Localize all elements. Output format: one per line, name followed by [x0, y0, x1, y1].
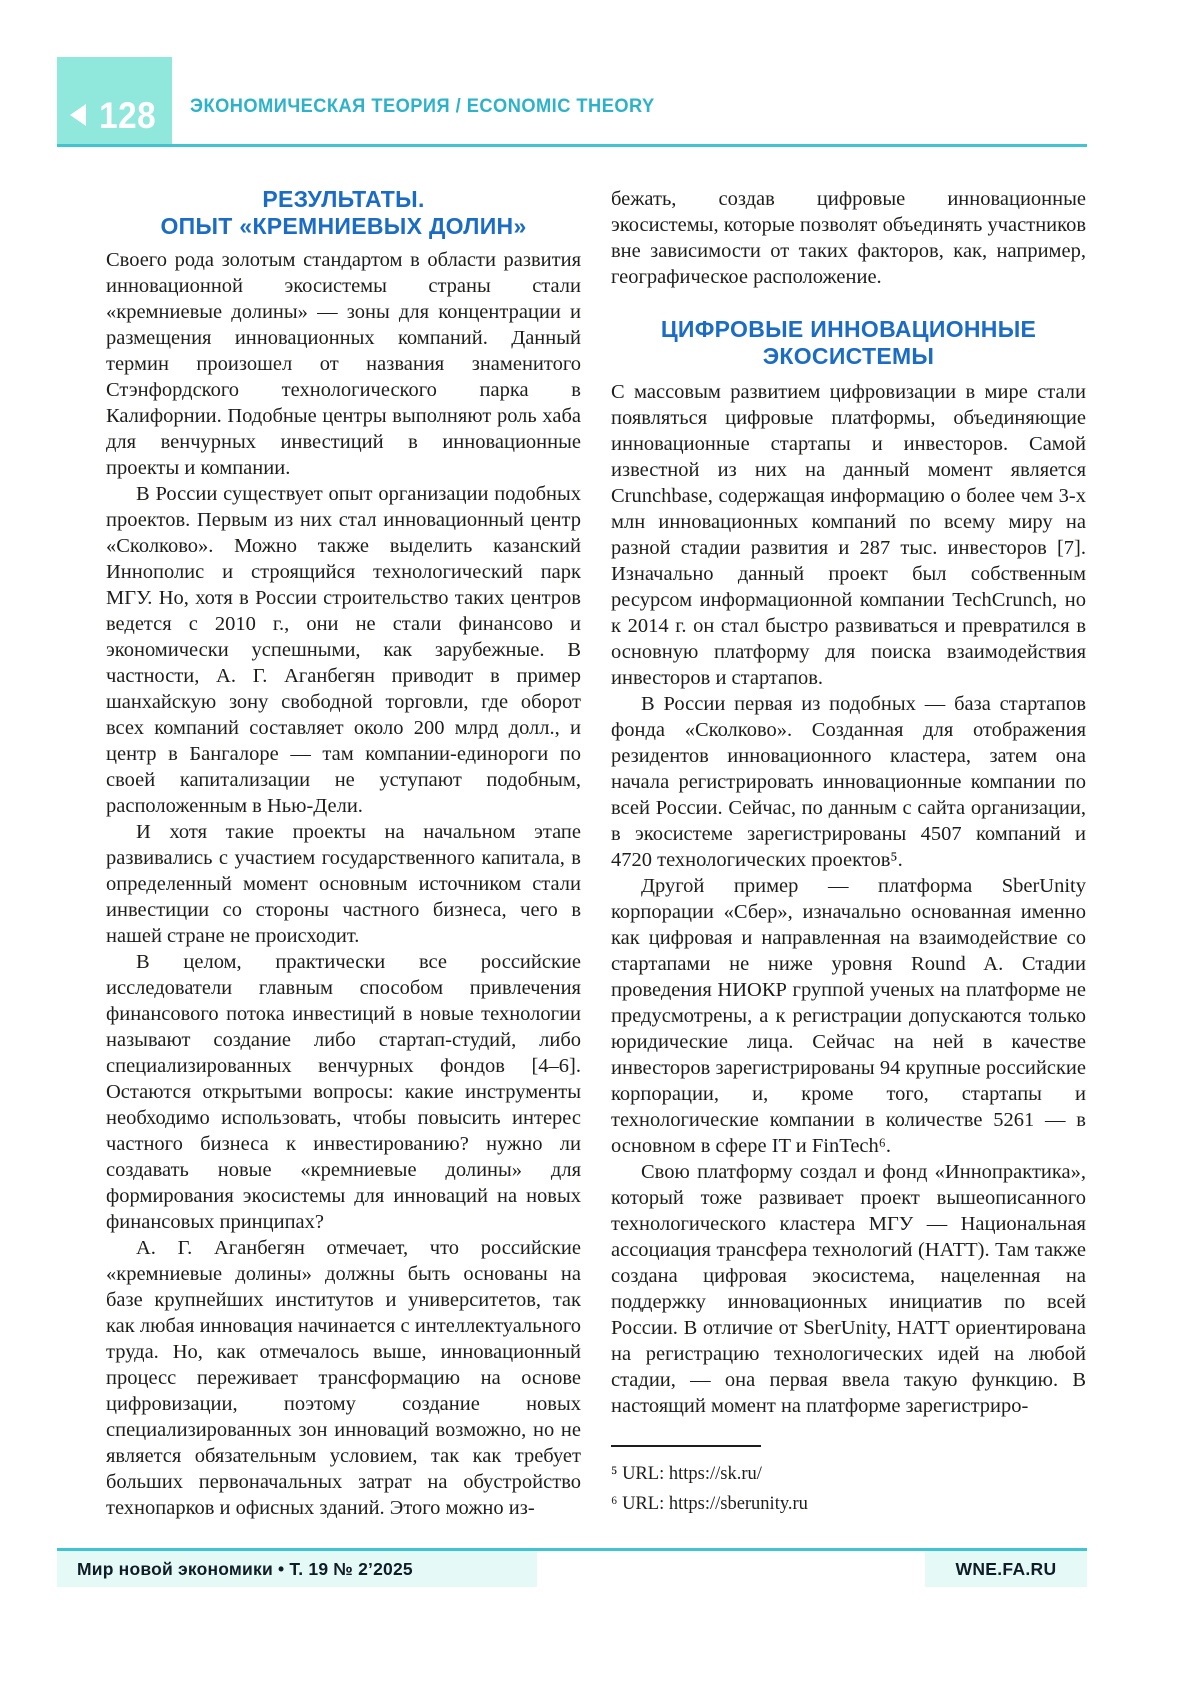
body-paragraph: Свою платформу создал и фонд «Иннопрактика», который тоже развивает проект вышеописанного технологического кластера МГУ — Национальная ассоциация трансфера технологий (НАТТ). Там также создана цифровая экосистема, нацеленная на поддержку инновационных инициатив по всей России. В отличие от SberUnity, НАТТ ориентирована на регистрацию технологических идей на любой стадии, — она первая ввела такую функцию. В настоящий момент на платформе зарегистриро- [611, 1161, 1086, 1417]
page-number: 128 [99, 94, 156, 136]
page-number-tab [57, 57, 172, 147]
left-column [106, 186, 581, 1521]
footer-website: WNE.FA.RU [925, 1551, 1087, 1587]
header-rule [57, 144, 1087, 147]
footnote-divider [611, 1445, 761, 1447]
heading-digital-ecosystems: ЦИФРОВЫЕ ИННОВАЦИОННЫЕ ЭКОСИСТЕМЫ [660, 316, 1037, 369]
heading-results: РЕЗУЛЬТАТЫ. ОПЫТ «КРЕМНИЕВЫХ ДОЛИН» [160, 186, 527, 239]
body-paragraph: В России существует опыт организации подобных проектов. Первым из них стал инновационный центр «Сколково». Можно также выделить казанский Иннополис и строящийся технологический парк МГУ. Но, хотя в России строительство таких центров ведется с 2010 г., они не стали финансово и экономически успешными, как зарубежные. В частности, А. Г. Аганбегян приводит в пример шанхайскую зону свободной торговли, где оборот всех компаний составляет около 200 млрд долл., и центр в Бангалоре — там компании-единороги по своей капитализации не уступают подобным, расположенным в Нью-Дели. [106, 483, 581, 817]
right-column-body [611, 186, 1086, 1419]
body-paragraph: В России первая из подобных — база стартапов фонда «Сколково». Созданная для отображения резидентов инновационного кластера, затем она начала регистрировать инновационные компании по всей России. Сейчас, по данным с сайта организации, в экосистеме зарегистрированы 4507 компаний и 4720 технологических проектов⁵. [611, 693, 1086, 871]
section-title: ЭКОНОМИЧЕСКАЯ ТЕОРИЯ / ECONOMIC THEORY [190, 96, 655, 117]
article-columns [106, 186, 1086, 1521]
footnote: ⁶ URL: https://sberunity.ru [611, 1494, 808, 1514]
right-column [611, 186, 1086, 1521]
body-paragraph: С массовым развитием цифровизации в мире стали появляться цифровые платформы, объединяющие инновационные стартапы и инвесторов. Самой известной из них на данный момент является Crunchbase, содержащая информацию о более чем 3-х млн инновационных компаний по всему миру на разной стадии развития и 287 тыс. инвесторов [7]. Изначально данный проект был собственным ресурсом информационной компании TechCrunch, но к 2014 г. он стал быстро развиваться и превратился в основную платформу для поиска взаимодействия инвесторов и стартапов. [611, 381, 1086, 689]
body-paragraph: Своего рода золотым стандартом в области развития инновационной экосистемы страны стали «кремниевые долины» — зоны для концентрации и размещения инновационных компаний. Данный термин произошел от названия знаменитого Стэнфордского технологического парка в Калифорнии. Подобные центры выполняют роль хаба для венчурных инвестиций в инновационные проекты и компании. [106, 249, 581, 479]
footnote: ⁵ URL: https://sk.ru/ [611, 1464, 762, 1484]
body-paragraph: А. Г. Аганбегян отмечает, что российские «кремниевые долины» должны быть основаны на базе крупнейших институтов и университетов, так как любая инновация начинается с интеллектуального труда. Но, как отмечалось выше, инновационный процесс переживает трансформацию на основе цифровизации, поэтому создание новых специализированных зон инноваций возможно, но не является обязательным условием, так как требует больших первоначальных затрат на обустройство технопарков и офисных зданий. Этого можно из- [106, 1237, 581, 1519]
footnotes [611, 1445, 1086, 1519]
body-paragraph: И хотя такие проекты на начальном этапе развивались с участием государственного капитала, в определенный момент основным источником стали инвестиции со стороны частного бизнеса, чего в нашей стране не происходит. [106, 821, 581, 947]
footer-journal-info: Мир новой экономики • Т. 19 № 2’2025 [57, 1551, 537, 1587]
body-paragraph: В целом, практически все российские исследователи главным способом привлечения финансового потока инвестиций в новые технологии называют создание либо стартап-студий, либо специализированных венчурных фондов [4–6]. Остаются открытыми вопросы: какие инструменты необходимо использовать, чтобы повысить интерес частного бизнеса к инвестированию? нужно ли создавать новые «кремниевые долины» для формирования экосистемы для инноваций на новых финансовых принципах? [106, 951, 581, 1233]
back-triangle-icon [70, 104, 86, 126]
body-paragraph: Другой пример — платформа SberUnity корпорации «Сбер», изначально основанная именно как цифровая и направленная на взаимодействие со стартапами не ниже уровня Round A. Стадии проведения НИОКР группой ученых на платформе не предусмотрены, а к регистрации допускаются только юридические лица. Сейчас на ней в качестве инвесторов зарегистрированы 94 крупные российские корпорации, и, кроме того, стартапы и технологические компании в количестве 5261 — в основном в сфере IT и FinTech⁶. [611, 875, 1086, 1157]
body-paragraph: бежать, создав цифровые инновационные экосистемы, которые позволят объединять участников вне зависимости от таких факторов, как, например, географическое расположение. [611, 188, 1086, 288]
